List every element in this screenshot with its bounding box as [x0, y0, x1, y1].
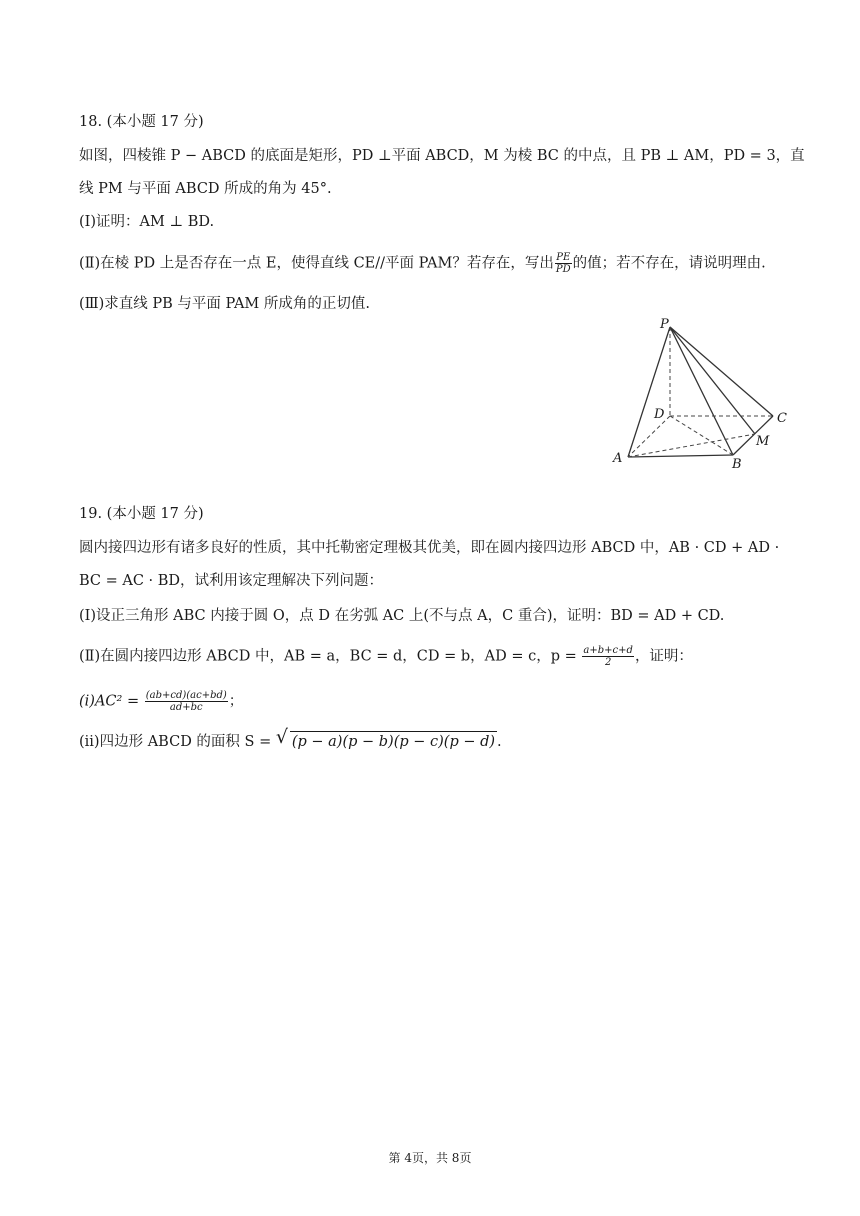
- edge-AM: [628, 434, 755, 457]
- q18-intro-line1: 如图，四棱锥 P − ABCD 的底面是矩形，PD ⊥平面 ABCD，M 为棱 BC 的中点，且 PB ⊥ AM，PD = 3，直: [79, 148, 805, 164]
- q18-header: 18. (本小题 17 分): [79, 114, 204, 130]
- label-A: A: [613, 451, 623, 466]
- q19-sub-i: [79, 690, 243, 713]
- fraction-numerator: PE: [556, 252, 571, 263]
- q18-part2-fraction: [555, 252, 572, 275]
- q19-part2-text-before: (Ⅱ)在圆内接四边形 ABCD 中，AB = a，BC = d，CD = b，AD = c，p =: [79, 648, 582, 665]
- q18-part2-text-after: 的值；若不存在，请说明理由.: [572, 255, 766, 272]
- label-B: B: [732, 457, 742, 472]
- q19-intro-line1: 圆内接四边形有诸多良好的性质，其中托勒密定理极其优美，即在圆内接四边形 ABCD 中，AB · CD + AD ·: [79, 540, 780, 556]
- q19-intro-line2: BC = AC · BD，试利用该定理解决下列问题：: [79, 573, 384, 589]
- edge-AB: [628, 455, 733, 457]
- fraction-numerator: (ab+cd)(ac+bd): [145, 690, 227, 701]
- label-M: M: [756, 434, 770, 449]
- q19-header: 19. (本小题 17 分): [79, 506, 204, 522]
- q18-part1: (Ⅰ)证明：AM ⊥ BD.: [79, 214, 215, 230]
- edge-PM: [670, 327, 755, 434]
- q19-part2-fraction: [582, 645, 634, 668]
- q19-sub-ii-text-after: .: [497, 734, 502, 750]
- q19-sub-ii: [79, 726, 502, 752]
- edge-PC: [670, 327, 773, 416]
- q19-sub-i-fraction: [145, 690, 228, 713]
- q18-part2: [79, 252, 766, 275]
- q19-sub-i-text-after: ；: [228, 693, 244, 710]
- radicand: (p − a)(p − b)(p − c)(p − d): [290, 731, 497, 752]
- fraction-denominator: ad+bc: [169, 702, 203, 713]
- q18-part3: (Ⅲ)求直线 PB 与平面 PAM 所成角的正切值.: [79, 296, 370, 312]
- fraction-denominator: PD: [555, 264, 571, 275]
- q19-sub-ii-text-before: (ii)四边形 ABCD 的面积 S =: [79, 734, 276, 750]
- pyramid-figure: [605, 312, 795, 472]
- fraction-denominator: 2: [604, 657, 612, 668]
- page-footer: 第 4页，共 8页: [388, 1151, 472, 1165]
- q18-part2-text-before: (Ⅱ)在棱 PD 上是否存在一点 E，使得直线 CE//平面 PAM？若存在，写出: [79, 255, 554, 272]
- label-P: P: [660, 317, 669, 332]
- label-D: D: [654, 407, 665, 422]
- q19-sub-i-text-before: (i)AC² =: [79, 693, 144, 710]
- fraction-numerator: a+b+c+d: [583, 645, 633, 656]
- q19-part1: (Ⅰ)设正三角形 ABC 内接于圆 O，点 D 在劣弧 AC 上(不与点 A，C 重合)，证明：BD = AD + CD.: [79, 608, 725, 624]
- label-C: C: [777, 411, 787, 426]
- square-root: [275, 726, 497, 752]
- radical-sign: √: [275, 726, 288, 748]
- q18-intro-line2: 线 PM 与平面 ABCD 所成的角为 45°.: [79, 181, 332, 197]
- q19-part2-text-after: ，证明：: [634, 648, 693, 665]
- edge-PA: [628, 327, 670, 457]
- q19-part2: [79, 645, 693, 668]
